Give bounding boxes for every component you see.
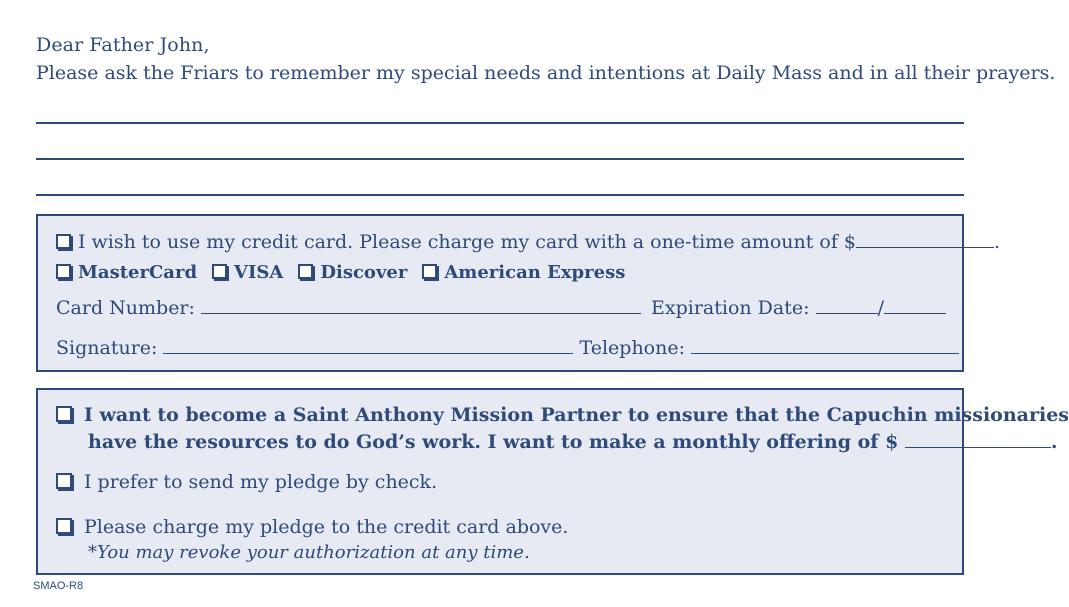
card-type-row: [56, 260, 640, 285]
one-time-amount-field[interactable]: [856, 231, 994, 248]
prayer-request-text: Please ask the Friars to remember my special needs and intentions at Daily Mass and in all their prayers.: [36, 62, 1056, 84]
card-number-row: Card Number: Expiration Date: /: [56, 296, 946, 320]
intention-line-1[interactable]: [36, 122, 964, 124]
expiration-label: Expiration Date:: [651, 297, 810, 319]
telephone-label: Telephone:: [579, 337, 685, 359]
pledge-by-check-checkbox[interactable]: [56, 473, 72, 489]
intention-line-3[interactable]: [36, 194, 964, 196]
card-option-amex[interactable]: American Express: [422, 261, 625, 285]
partner-row: [56, 403, 1069, 427]
one-time-checkbox[interactable]: [56, 234, 71, 249]
charge-row: [56, 515, 568, 539]
partner-row-2: have the resources to do God’s work. I want to make a monthly offering of $ .: [88, 431, 1058, 453]
card-option-visa[interactable]: VISA: [212, 261, 283, 285]
partner-text-line2: have the resources to do God’s work. I want to make a monthly offering of $: [88, 431, 899, 453]
form-code: SMAO-R8: [33, 580, 84, 592]
discover-checkbox[interactable]: [298, 264, 313, 279]
signature-label: Signature:: [56, 337, 158, 359]
partner-text-line1: I want to become a Saint Anthony Mission Partner to ensure that the Capuchin missionaries: [84, 404, 1069, 426]
one-time-row: I wish to use my credit card. Please charge my card with a one-time amount of $ .: [56, 230, 1000, 254]
charge-pledge-label: Please charge my pledge to the credit card above.: [84, 516, 569, 538]
check-row: [56, 470, 437, 494]
greeting: Dear Father John,: [36, 34, 210, 56]
expiration-year-field[interactable]: [884, 297, 946, 314]
mission-partner-checkbox[interactable]: [56, 406, 72, 422]
revoke-note: *You may revoke your authorization at any time.: [88, 542, 530, 563]
credit-card-section: [36, 214, 1001, 372]
visa-checkbox[interactable]: [212, 264, 227, 279]
pledge-section: [36, 388, 1069, 575]
card-number-field[interactable]: [201, 297, 641, 314]
expiration-month-field[interactable]: [816, 297, 878, 314]
charge-pledge-checkbox[interactable]: [56, 518, 72, 534]
card-option-mastercard[interactable]: MasterCard: [56, 261, 197, 285]
amex-checkbox[interactable]: [422, 264, 437, 279]
card-number-label: Card Number:: [56, 297, 195, 319]
intention-line-2[interactable]: [36, 158, 964, 160]
pledge-by-check-label: I prefer to send my pledge by check.: [84, 471, 438, 493]
monthly-amount-field[interactable]: [905, 431, 1051, 448]
one-time-label: I wish to use my credit card. Please charge my card with a one-time amount of $: [78, 231, 857, 253]
card-option-discover[interactable]: Discover: [298, 261, 407, 285]
mastercard-checkbox[interactable]: [56, 264, 71, 279]
signature-field[interactable]: [163, 337, 573, 354]
telephone-field[interactable]: [691, 337, 959, 354]
signature-row: [56, 336, 959, 360]
